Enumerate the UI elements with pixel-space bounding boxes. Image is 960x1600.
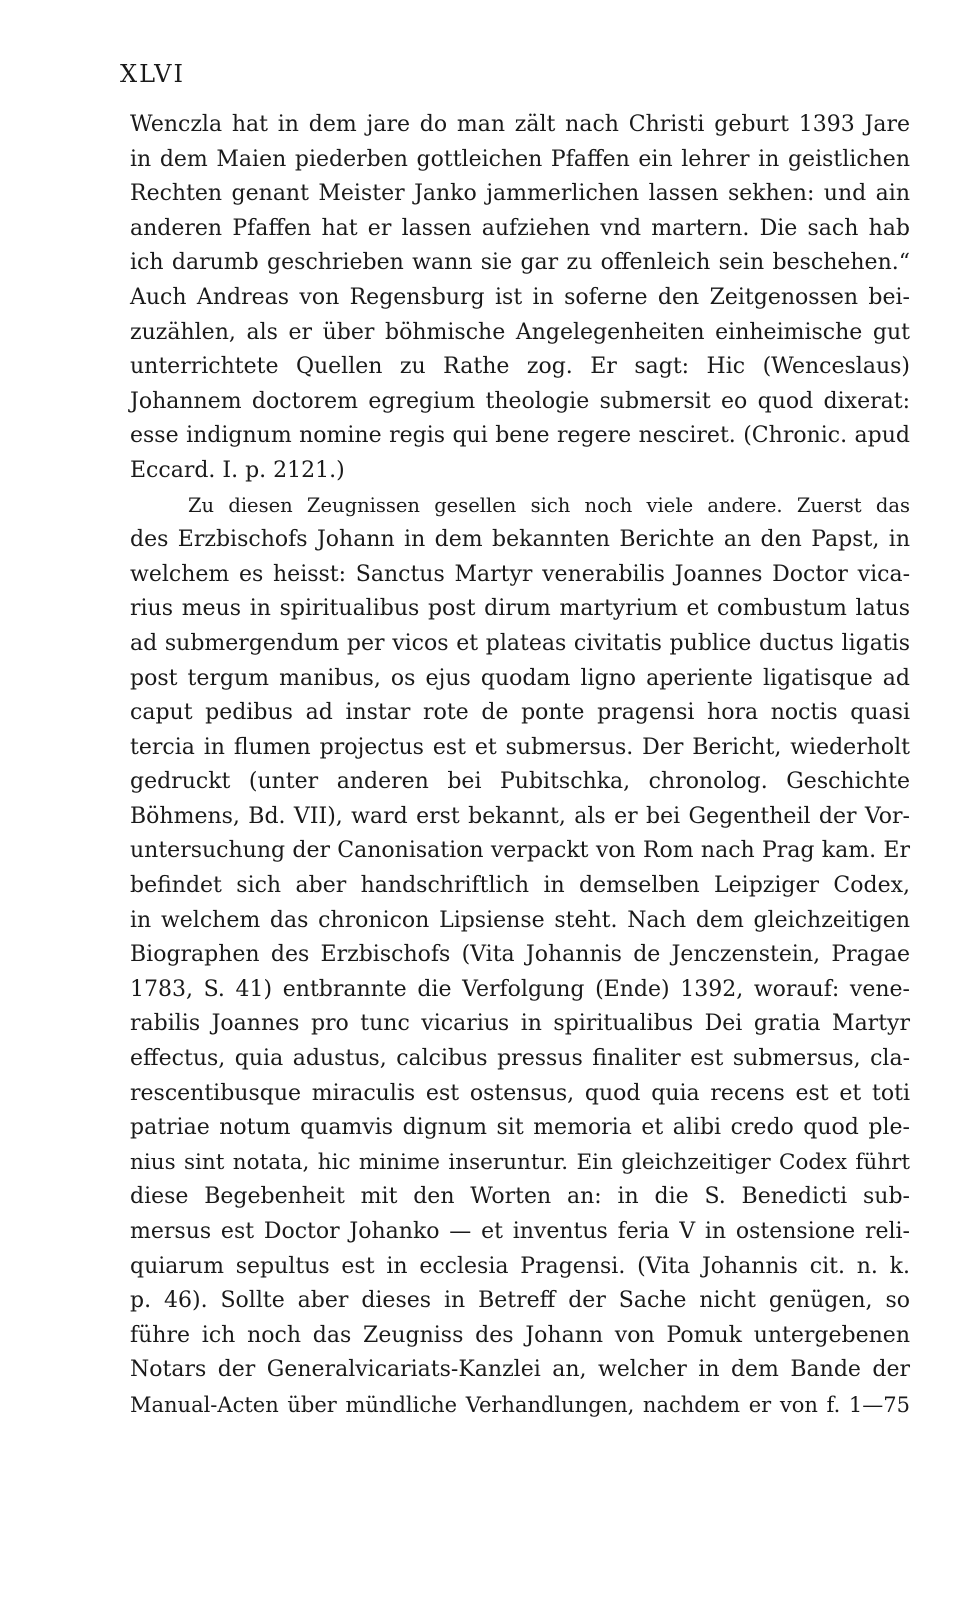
text-line: des Erzbischofs Johann in dem bekannten Berichte an den Papst, in <box>130 527 910 553</box>
text-line: befindet sich aber handschriftlich in demselben Leipziger Codex, <box>130 873 910 899</box>
text-line: untersuchung der Canonisation verpackt von Rom nach Prag kam. Er <box>130 838 910 864</box>
text-line: Zu diesen Zeugnissen gesellen sich noch viele andere. Zuerst das <box>188 493 910 517</box>
text-line: ad submergendum per vicos et plateas civitatis publice ductus ligatis <box>130 630 910 656</box>
text-line: rabilis Joannes pro tunc vicarius in spiritualibus Dei gratia Martyr <box>130 1011 910 1037</box>
text-line: ich darumb geschrieben wann sie gar zu offenleich sein beschehen.“ <box>130 250 910 276</box>
text-line: post tergum manibus, os ejus quodam ligno aperiente ligatisque ad <box>130 665 910 691</box>
text-line: Manual-Acten über mündliche Verhandlungen, nachdem er von f. 1—75 <box>130 1392 910 1417</box>
text-line: in welchem das chronicon Lipsiense steht. Nach dem gleichzeitigen <box>130 907 910 933</box>
text-line: quiarum sepultus est in ecclesia Pragensi. (Vita Johannis cit. n. k. <box>130 1253 910 1279</box>
text-line: Böhmens, Bd. VII), ward erst bekannt, als er bei Gegentheil der Vor- <box>130 803 910 829</box>
text-line: effectus, quia adustus, calcibus pressus finaliter est submersus, cla- <box>130 1046 910 1072</box>
text-line: anderen Pfaffen hat er lassen aufziehen vnd martern. Die sach hab <box>130 215 910 241</box>
body-text <box>130 108 910 1423</box>
text-line: welchem es heisst: Sanctus Martyr venerabilis Joannes Doctor vica- <box>130 561 910 587</box>
text-line: diese Begebenheit mit den Worten an: in die S. Benedicti sub- <box>130 1184 910 1210</box>
text-line: Johannem doctorem egregium theologie submersit eo quod dixerat: <box>130 388 910 414</box>
text-line: nius sint notata, hic minime inseruntur. Ein gleichzeitiger Codex führt <box>130 1149 910 1175</box>
text-line: in dem Maien piederben gottleichen Pfaffen ein lehrer in geistlichen <box>130 146 910 172</box>
page-number: XLVI <box>120 60 185 88</box>
text-line: caput pedibus ad instar rote de ponte pragensi hora noctis quasi <box>130 700 910 726</box>
text-line: Wenczla hat in dem jare do man zält nach Christi geburt 1393 Jare <box>130 112 910 137</box>
text-line: rescentibusque miraculis est ostensus, quod quia recens est et toti <box>130 1080 910 1106</box>
text-line: Eccard. I. p. 2121.) <box>130 457 345 483</box>
text-line: Rechten genant Meister Janko jammerlichen lassen sekhen: und ain <box>130 181 910 207</box>
text-line: 1783, S. 41) entbrannte die Verfolgung (Ende) 1392, worauf: vene- <box>130 976 910 1002</box>
text-line: führe ich noch das Zeugniss des Johann von Pomuk untergebenen <box>130 1322 910 1348</box>
text-line: zuzählen, als er über böhmische Angelegenheiten einheimische gut <box>130 319 910 345</box>
text-line: patriae notum quamvis dignum sit memoria et alibi credo quod ple- <box>130 1115 910 1141</box>
text-line: mersus est Doctor Johanko — et inventus feria V in ostensione reli- <box>130 1219 910 1244</box>
text-line: unterrichtete Quellen zu Rathe zog. Er sagt: Hic (Wenceslaus) <box>130 354 910 380</box>
text-line: tercia in flumen projectus est et submersus. Der Bericht, wiederholt <box>130 734 910 760</box>
text-line: Notars der Generalvicariats-Kanzlei an, welcher in dem Bande der <box>130 1357 910 1383</box>
text-line: esse indignum nomine regis qui bene regere nesciret. (Chronic. apud <box>130 423 910 449</box>
text-line: gedruckt (unter anderen bei Pubitschka, chronolog. Geschichte <box>130 769 910 795</box>
text-line: p. 46). Sollte aber dieses in Betreff der Sache nicht genügen, so <box>130 1288 910 1314</box>
text-line: Auch Andreas von Regensburg ist in soferne den Zeitgenossen bei- <box>130 284 910 310</box>
text-line: rius meus in spiritualibus post dirum martyrium et combustum latus <box>130 596 910 622</box>
text-line: Biographen des Erzbischofs (Vita Johannis de Jenczenstein, Pragae <box>130 942 910 968</box>
